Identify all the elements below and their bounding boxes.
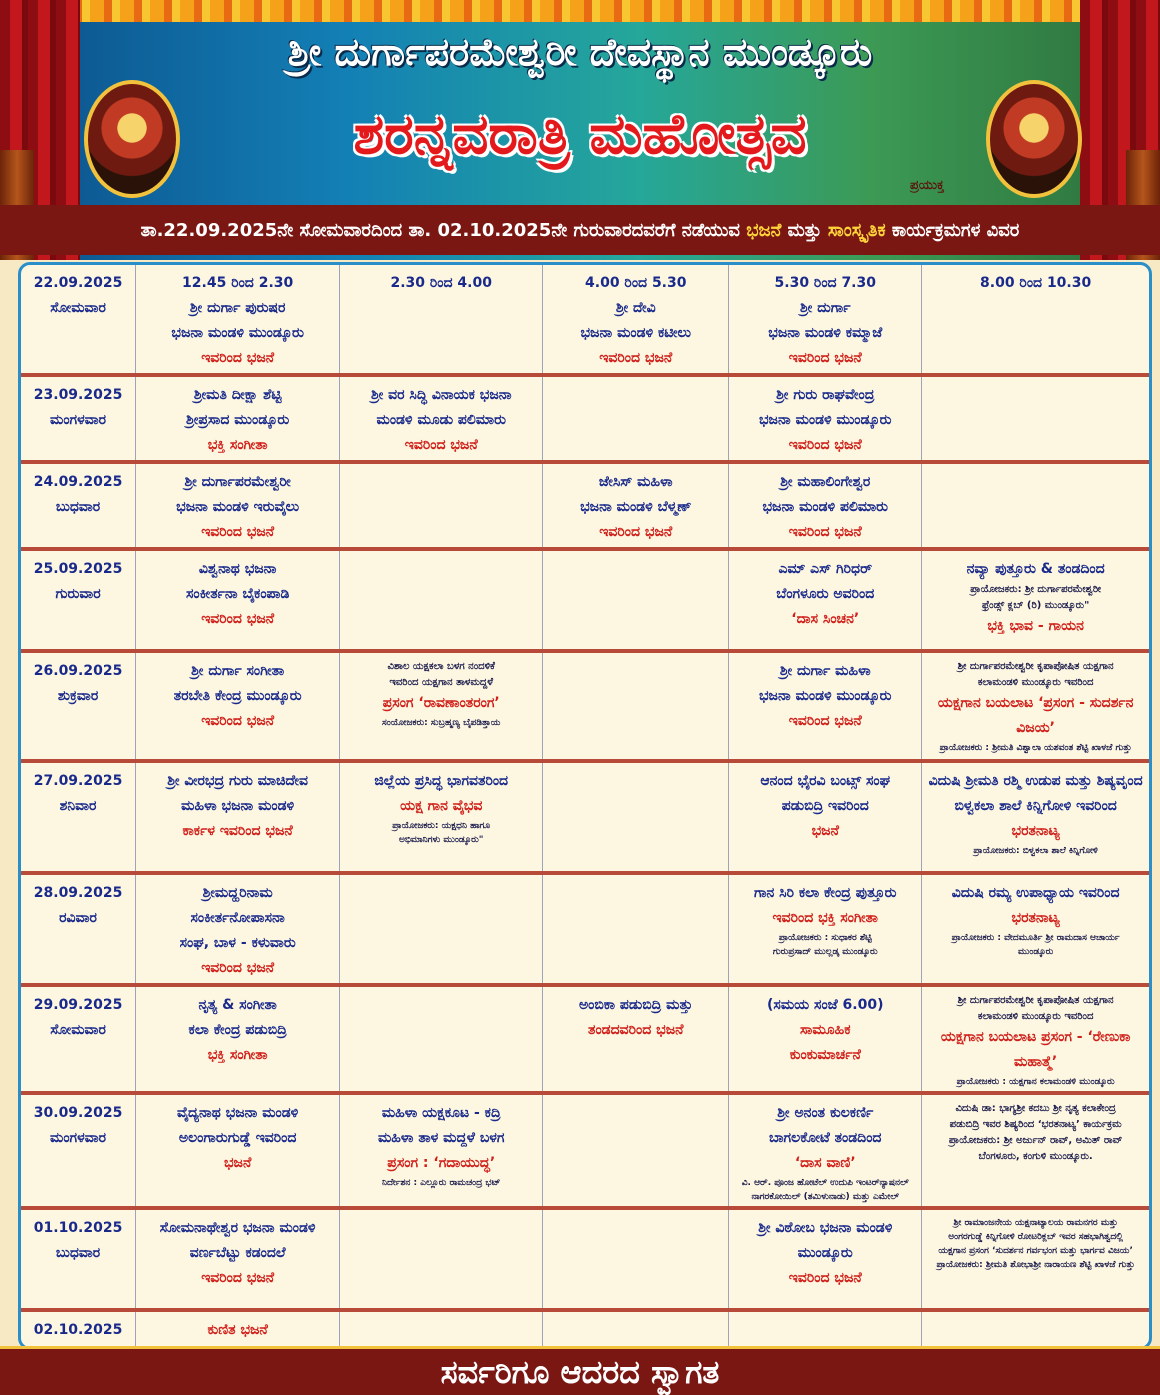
slot-cell [729, 873, 922, 985]
slot-cell [543, 375, 729, 462]
slot-line: ಪ್ರಾಯೋಜಕರು : ಸುಧಾಕರ ಶೆಟ್ಟಿ [778, 933, 872, 943]
date-text: 02.10.2025 [33, 1322, 123, 1338]
slot-line: ನಾಗರಕೋಯಿಲ್ (ತಮಿಳುನಾಡು) ಮತ್ತು ಎಮೇಲ್ [751, 1192, 899, 1202]
slot-highlight: ಇವರಿಂದ ಭಜನೆ [201, 960, 275, 976]
slot-line: ಬೆಂಗಳೂರು ಅವರಿಂದ [776, 586, 875, 602]
slot-line: ನಿರ್ದೇಶನ : ಎಲ್ಲೂರು ರಾಮಚಂದ್ರ ಭಟ್ [382, 1178, 501, 1188]
slot-highlight: ಯಕ್ಷಗಾನ ಬಯಲಾಟ ಪ್ರಸಂಗ - ‘ರೇಣುಕಾ ಮಹಾತ್ಮೆ’ [940, 1029, 1131, 1070]
slot-cell [729, 375, 922, 462]
date-text: 26.09.2025 [33, 663, 123, 679]
day-text: ಬುಧವಾರ [55, 1245, 101, 1261]
slot-line: ಸಂಯೋಜಕರು: ಸುಬ್ರಹ್ಮಣ್ಯ ಬೈಪಡಿತ್ತಾಯ [382, 718, 501, 728]
table-row [21, 462, 1149, 549]
slot-highlight: ‘ದಾಸ ವಾಣಿ’ [794, 1155, 856, 1171]
slot-line: ಅಲಂಗಾರುಗುಡ್ಡೆ ಇವರಿಂದ [178, 1130, 297, 1146]
slot-line: ಶ್ರೀ ದುರ್ಗಾ ಸಂಗೀತಾ [191, 663, 285, 679]
table-row [21, 265, 1149, 375]
slot-line: ಶ್ರೀ ವೀರಭದ್ರ ಗುರು ಮಾಚಿದೇವ [167, 773, 309, 789]
slot-line: ಪಡುಬಿದ್ರಿ ಇವರಿಂದ [781, 798, 869, 814]
day-text: ಮಂಗಳವಾರ [50, 412, 107, 428]
subtitle-highlight-bhajane: ಭಜನೆ [746, 219, 782, 241]
slot-line: ಅಭಿಮಾನಿಗಳು ಮುಂಡ್ಕೂರು" [398, 835, 484, 845]
flower-garland [0, 0, 1160, 22]
slot-line: ಭಜನಾ ಮಂಡಳಿ ಪಲಿಮಾರು [762, 499, 889, 515]
day-text: ಸೋಮವಾರ [50, 1022, 106, 1038]
slot-line: ಮಹಿಳಾ ಯಕ್ಷಕೂಟ - ಕದ್ರಿ [381, 1105, 501, 1121]
date-text: 23.09.2025 [33, 387, 123, 403]
slot-line: ಅಂಬಿಕಾ ಪಡುಬಿದ್ರಿ ಮತ್ತು [578, 997, 693, 1013]
slot-line: ನವ್ಯಾ ಪುತ್ತೂರು & ತಂಡದಿಂದ [966, 561, 1105, 577]
slot-line: ಭಜನಾ ಮಂಡಳಿ ಮುಂಡ್ಕೂರು [759, 412, 892, 428]
slot-line: ಫ್ರೆಂಡ್ಸ್ ಕ್ಲಬ್ (ರಿ) ಮುಂಡ್ಕೂರು" [981, 600, 1090, 611]
slot-cell [729, 761, 922, 873]
day-text: ಶನಿವಾರ [59, 798, 97, 814]
slot-line: ಗಾನ ಸಿರಿ ಕಲಾ ಕೇಂದ್ರ ಪುತ್ತೂರು [754, 885, 897, 901]
day-text: ಸೋಮವಾರ [50, 300, 106, 316]
slot-line: ಶ್ರೀ ಅನಂತ ಕುಲಕರ್ಣಿ [777, 1105, 874, 1121]
slot-cell [136, 985, 340, 1093]
table-row [21, 549, 1149, 651]
slot-line: ಕಲಾ ಕೇಂದ್ರ ಪಡುಬಿದ್ರಿ [188, 1022, 287, 1038]
festival-suffix: ಪ್ರಯುಕ್ತ [910, 178, 944, 193]
slot-line: ಪ್ರಾಯೋಜಕರು : ಶ್ರೀಮತಿ ವಿಶ್ವಾಲಾ ಯಶವಂತ ಶೆಟ್ಟಿ ಖಾಳಜೆ ಗುತ್ತು [939, 743, 1132, 753]
slot-highlight: ತಂಡದವರಿಂದ ಭಜನೆ [588, 1022, 684, 1038]
welcome-footer [0, 1346, 1160, 1395]
slot-cell [340, 873, 543, 985]
slot-line: ಬೆಂಗಳೂರು, ಕಂಗುಳಿ ಮುಂಡ್ಕೂರು. [978, 1151, 1093, 1162]
slot-line: ಸಂಘ, ಬಾಳ - ಕಳುವಾರು [179, 935, 296, 951]
slot-cell [136, 549, 340, 651]
slot-line: ವಿದುಷಿ ಶ್ರೀಮತಿ ರಶ್ಮಿ ಉಡುಪ ಮತ್ತು ಶಿಷ್ಯವೃಂದ [928, 773, 1143, 789]
subtitle-highlight-cultural: ಸಾಂಸ್ಕೃತಿಕ [827, 219, 886, 241]
slot-line: ಶ್ರೀ ಮಹಾಲಿಂಗೇಶ್ವರ [780, 474, 871, 490]
slot-cell [136, 1208, 340, 1310]
slot-cell [543, 651, 729, 761]
slot-highlight: ಕುಣಿತ ಭಜನೆ [207, 1322, 268, 1338]
date-cell [21, 549, 136, 651]
slot-cell [729, 1208, 922, 1310]
slot-line: 12.45 ರಿಂದ 2.30 [182, 275, 294, 291]
slot-line: 5.30 ರಿಂದ 7.30 [774, 275, 876, 291]
slot-cell [729, 462, 922, 549]
table-row [21, 1093, 1149, 1208]
slot-line: ಶ್ರೀ ವಿಠೋಬ ಭಜನಾ ಮಂಡಳಿ [758, 1220, 893, 1236]
slot-line: ಸಾಮೂಹಿಕ [799, 1022, 851, 1038]
slot-line: ಪಡುಬಿದ್ರಿ ಇವರ ಶಿಷ್ಯರಿಂದ ‘ಭರತನಾಟ್ಯ’ ಕಾರ್ಯಕ್ರಮ [949, 1119, 1122, 1130]
date-text: 27.09.2025 [33, 773, 123, 789]
slot-highlight: ಇವರಿಂದ ಭಜನೆ [788, 350, 862, 366]
slot-line: ವೈದ್ಯನಾಥ ಭಜನಾ ಮಂಡಳಿ [177, 1105, 299, 1121]
subtitle-text: ಮತ್ತು [781, 219, 828, 241]
date-text: 01.10.2025 [33, 1220, 123, 1236]
date-cell [21, 985, 136, 1093]
slot-line: ವಿದುಷಿ ಡಾ: ಭಾಗ್ಯಶ್ರೀ ಕದಬು ಶ್ರೀ ನೃತ್ಯ ಕಲಾಕೇಂದ್ರ [955, 1103, 1116, 1114]
slot-line: ಶ್ರೀ ದುರ್ಗಾ ಪುರುಷರ [189, 300, 286, 316]
slot-line: ಜಿಲ್ಲೆಯ ಪ್ರಸಿದ್ಧ ಭಾಗವತರಿಂದ [374, 773, 509, 789]
slot-line: ಮಹಿಳಾ ಭಜನಾ ಮಂಡಳಿ [181, 798, 295, 814]
festival-name: ಶರನ್ನವರಾತ್ರಿ ಮಹೋತ್ಸವ [353, 102, 807, 167]
slot-cell [543, 985, 729, 1093]
slot-cell [136, 1093, 340, 1208]
schedule-board [18, 262, 1152, 1350]
slot-line: ಅಂಗರಗುಡ್ಡೆ ಕಿನ್ನಿಗೋಳಿ ರೋಟರಿಕ್ಲಬ್ ಇವರ ಸಹಭಾಗಿತ್ವದಲ್ಲಿ [948, 1232, 1123, 1242]
slot-highlight: ಇವರಿಂದ ಭಜನೆ [788, 713, 862, 729]
slot-cell [340, 265, 543, 375]
slot-line: ಭಜನಾ ಮಂಡಳಿ ಕಟೀಲು [580, 325, 692, 341]
slot-line: ಭಜನಾ ಮಂಡಳಿ ಇರುವೈಲು [176, 499, 300, 515]
slot-line: ವಿದುಷಿ ರಮ್ಯ ಉಪಾಧ್ಯಾಯ ಇವರಿಂದ [951, 885, 1120, 901]
slot-line: (ಸಮಯ ಸಂಜೆ 6.00) [767, 997, 884, 1013]
slot-cell [340, 1208, 543, 1310]
slot-line: ತರಬೇತಿ ಕೇಂದ್ರ ಮುಂಡ್ಕೂರು [173, 688, 302, 704]
subtitle-text: ತಾ.22.09.2025ನೇ ಸೋಮವಾರದಿಂದ ತಾ. 02.10.2025ನೇ ಗುರುವಾರದವರೆಗೆ ನಡೆಯುವ [140, 219, 747, 241]
welcome-text: ಸರ್ವರಿಗೂ ಆದರದ ಸ್ವಾಗತ [440, 1352, 720, 1391]
slot-cell [922, 651, 1149, 761]
slot-line: ಕುಂಕುಮಾರ್ಚನೆ [789, 1047, 861, 1063]
date-cell [21, 462, 136, 549]
slot-line: ಎಮ್ ಎಸ್ ಗಿರಿಧರ್ [778, 561, 873, 577]
slot-cell [729, 265, 922, 375]
slot-cell [136, 375, 340, 462]
slot-line: ಮಹಿಳಾ ತಾಳ ಮದ್ದಳೆ ಬಳಗ [377, 1130, 505, 1146]
slot-line: ಶ್ರೀಮತಿ ದೀಕ್ಷಾ ಶೆಟ್ಟಿ [193, 387, 282, 403]
slot-line: ಭಜನಾ ಮಂಡಳಿ ಮುಂಡ್ಕೂರು [759, 688, 892, 704]
slot-cell [340, 651, 543, 761]
slot-cell [543, 549, 729, 651]
schedule-subtitle [0, 205, 1160, 255]
slot-line: ಶ್ರೀ ದೇವಿ [615, 300, 656, 316]
slot-highlight: ಯಕ್ಷ ಗಾನ ವೈಭವ [400, 798, 483, 814]
slot-line: ಬಾಗಲಕೋಟೆ ತಂಡದಿಂದ [769, 1130, 882, 1146]
slot-line: ಶ್ರೀ ದುರ್ಗಾ [800, 300, 851, 316]
slot-line: ಶ್ರೀ ದುರ್ಗಾಪರಮೇಶ್ವರೀ ಕೃಪಾಪೋಷಿತ ಯಕ್ಷಗಾನ [957, 995, 1114, 1006]
date-cell [21, 761, 136, 873]
slot-cell [729, 651, 922, 761]
slot-cell [136, 651, 340, 761]
slot-cell [922, 375, 1149, 462]
date-cell [21, 873, 136, 985]
slot-highlight: ಭಕ್ತಿ ಸಂಗೀತಾ [207, 1047, 268, 1063]
header-banner [0, 0, 1160, 260]
date-cell [21, 265, 136, 375]
slot-highlight: ಭಕ್ತಿ ಸಂಗೀತಾ [207, 437, 268, 453]
slot-line: ವಿಶ್ವನಾಥ ಭಜನಾ [198, 561, 277, 577]
slot-cell [136, 761, 340, 873]
slot-cell [340, 462, 543, 549]
slot-highlight: ಇವರಿಂದ ಭಜನೆ [201, 1270, 275, 1286]
slot-highlight: ಇವರಿಂದ ಭಜನೆ [788, 437, 862, 453]
slot-line: ಕಲಾಮಂಡಳಿ ಮುಂಡ್ಕೂರು ಇವರಿಂದ [977, 1011, 1094, 1022]
slot-cell [340, 549, 543, 651]
slot-highlight: ಇವರಿಂದ ಭಜನೆ [201, 611, 275, 627]
slot-line: ಶ್ರೀ ದುರ್ಗಾ ಮಹಿಳಾ [779, 663, 871, 679]
table-row [21, 873, 1149, 985]
slot-line: ಶ್ರೀ ದುರ್ಗಾಪರಮೇಶ್ವರೀ [184, 474, 291, 490]
slot-line: ಶ್ರೀಪ್ರಸಾದ ಮುಂಡ್ಕೂರು [186, 412, 290, 428]
slot-cell [543, 761, 729, 873]
slot-cell [729, 1093, 922, 1208]
slot-highlight: ಇವರಿಂದ ಭಜನೆ [788, 1270, 862, 1286]
slot-line: ಪ್ರಾಯೋಜಕರು: ಶ್ರೀಮತಿ ಶೋಭಾಶ್ರೀ ನಾರಾಯಣ ಶೆಟ್ಟಿ ಖಾಳಜೆ ಗುತ್ತು [936, 1260, 1135, 1270]
slot-cell [922, 265, 1149, 375]
slot-line: ಭಜನಾ ಮಂಡಳಿ ಬೆಳ್ಮಣ್ [580, 499, 692, 515]
slot-line: ಮುಂಡ್ಕೂರು [1017, 947, 1054, 957]
slot-highlight: ಇವರಿಂದ ಭಜನೆ [201, 524, 275, 540]
slot-line: ಕಲಾಮಂಡಳಿ ಮುಂಡ್ಕೂರು ಇವರಿಂದ [977, 677, 1094, 688]
slot-highlight: ಪ್ರಸಂಗ : ‘ಗದಾಯುದ್ಧ’ [387, 1155, 496, 1171]
slot-line: ಯಕ್ಷಗಾನ ಪ್ರಸಂಗ ‘ಸುದರ್ಶನ ಗರ್ವಭಂಗ ಮತ್ತು ಭಾರ್ಗವ ವಿಜಯ’ [938, 1246, 1133, 1256]
slot-line: 4.00 ರಿಂದ 5.30 [585, 275, 687, 291]
slot-line: ಬಿಳ್ವಕಲಾ ಶಾಲೆ ಕಿನ್ನಿಗೋಳಿ ಇವರಿಂದ [954, 798, 1117, 814]
date-cell [21, 1093, 136, 1208]
table-row [21, 985, 1149, 1093]
slot-line: ಮಂಡಳಿ ಮೂಡು ಪಲಿಮಾರು [376, 412, 506, 428]
slot-line: ಸಂಕೀರ್ತನೋಪಾಸನಾ [190, 910, 285, 926]
slot-line: ಸೋಮನಾಥೇಶ್ವರ ಭಜನಾ ಮಂಡಳಿ [159, 1220, 316, 1236]
slot-highlight: ಇವರಿಂದ ಭಜನೆ [788, 524, 862, 540]
slot-line: ಪ್ರಾಯೋಜಕರು: ಬಿಳ್ವಕಲಾ ಶಾಲೆ ಕಿನ್ನಿಗೋಳಿ [973, 846, 1098, 856]
date-text: 24.09.2025 [33, 474, 123, 490]
date-cell [21, 651, 136, 761]
slot-cell [543, 1093, 729, 1208]
slot-cell [922, 985, 1149, 1093]
slot-line: ಭಜನಾ ಮಂಡಳಿ ಕಮ್ಮಾಜೆ [768, 325, 883, 341]
slot-highlight: ಇವರಿಂದ ಭಜನೆ [201, 713, 275, 729]
slot-line: ಪ್ರಾಯೋಜಕರು: ಶ್ರೀ ದುರ್ಗಾಪರಮೇಶ್ವರೀ [970, 584, 1102, 595]
slot-line: ಶ್ರೀ ವರ ಸಿದ್ಧಿ ವಿನಾಯಕ ಭಜನಾ [370, 387, 512, 403]
slot-line: ಪ್ರಾಯೋಜಕರು: ಶ್ರೀ ಅರ್ಜುನ್ ರಾವ್, ಅಮಿತ್ ರಾವ್ [948, 1135, 1123, 1146]
slot-highlight: ಯಕ್ಷಗಾನ ಬಯಲಾಟ ‘ಪ್ರಸಂಗ - ಸುದರ್ಶನ ವಿಜಯ’ [937, 695, 1134, 736]
slot-highlight: ಭರತನಾಟ್ಯ [1011, 823, 1060, 839]
slot-highlight: ಕಾರ್ಕಳ ಇವರಿಂದ ಭಜನೆ [182, 823, 293, 839]
slot-line: ಶ್ರೀಮದ್ಹರಿನಾಮ [202, 885, 273, 901]
slot-line: 8.00 ರಿಂದ 10.30 [980, 275, 1092, 291]
slot-highlight: ಇವರಿಂದ ಭಜನೆ [599, 524, 673, 540]
slot-line: ಪ್ರಾಯೋಜಕರು : ವೇದಮೂರ್ತಿ ಶ್ರೀ ರಾಮದಾಸ ಆಚಾರ್ಯ [951, 933, 1120, 943]
subtitle-text: ಕಾರ್ಯಕ್ರಮಗಳ ವಿವರ [885, 219, 1020, 241]
slot-highlight: ಇವರಿಂದ ಭಜನೆ [201, 350, 275, 366]
slot-cell [922, 549, 1149, 651]
slot-highlight: ‘ದಾಸ ಸಿಂಚನ’ [791, 611, 860, 627]
slot-line: ಪ್ರಾಯೋಜಕರು : ಯಕ್ಷಗಾನ ಕಲಾಮಂಡಳಿ ಮುಂಡ್ಕೂರು [956, 1077, 1115, 1087]
slot-line: ಸಂಕೀರ್ತನಾ ಬೈಕಂಪಾಡಿ [185, 586, 290, 602]
slot-line: ಭಜನಾ ಮಂಡಳಿ ಮುಂಡ್ಕೂರು [171, 325, 304, 341]
slot-cell [922, 462, 1149, 549]
slot-line: 2.30 ರಿಂದ 4.00 [390, 275, 492, 291]
slot-cell [136, 265, 340, 375]
slot-cell [922, 1208, 1149, 1310]
slot-highlight: ಪ್ರಸಂಗ ‘ರಾವಣಾಂತರಂಗ’ [382, 695, 500, 711]
slot-line: ಶ್ರೀ ದುರ್ಗಾಪರಮೇಶ್ವರೀ ಕೃಪಾಪೋಷಿತ ಯಕ್ಷಗಾನ [957, 661, 1114, 672]
slot-cell [340, 375, 543, 462]
date-text: 22.09.2025 [33, 275, 123, 291]
slot-cell [543, 873, 729, 985]
date-text: 25.09.2025 [33, 561, 123, 577]
date-text: 28.09.2025 [33, 885, 123, 901]
table-row [21, 1208, 1149, 1310]
slot-cell [729, 549, 922, 651]
slot-line: ವಿಶಾಲ ಯಕ್ಷಕಲಾ ಬಳಗ ನಂದಳಿಕೆ [387, 661, 495, 672]
slot-highlight: ಇವರಿಂದ ಭಕ್ತಿ ಸಂಗೀತಾ [772, 910, 878, 926]
slot-cell [543, 462, 729, 549]
date-text: 29.09.2025 [33, 997, 123, 1013]
slot-cell [340, 985, 543, 1093]
slot-line: ವರ್ಣಬೆಟ್ಟು ಕಡಂದಲೆ [189, 1245, 286, 1261]
slot-highlight: ಭಜನೆ [811, 823, 839, 839]
date-text: 30.09.2025 [33, 1105, 123, 1121]
slot-highlight: ಭಕ್ತಿ ಭಾವ - ಗಾಯನ [987, 618, 1084, 634]
slot-line: ಇವರಿಂದ ಯಕ್ಷಗಾನ ತಾಳಮದ್ದಳೆ [389, 677, 494, 688]
slot-cell [922, 761, 1149, 873]
slot-line: ಶ್ರೀ ರಾಮಾಂಜನೇಯ ಯಕ್ಷನಾಟ್ಯಾಲಯ ರಾಮನಗರ ಮತ್ತು [953, 1218, 1118, 1228]
day-text: ಮಂಗಳವಾರ [50, 1130, 107, 1146]
day-text: ಗುರುವಾರ [55, 586, 101, 602]
slot-line: ಮುಂಡ್ಕೂರು [797, 1245, 853, 1261]
slot-line: ನೃತ್ಯ & ಸಂಗೀತಾ [198, 997, 277, 1013]
slot-highlight: ಇವರಿಂದ ಭಜನೆ [599, 350, 673, 366]
slot-line: ವಿ. ಆರ್. ಪೂಂಜ ಹೋಟೆಲ್ ಉದುಪಿ ಇಂಟರ್‌ನ್ಯಾಷನಲ್ [741, 1178, 909, 1188]
table-row [21, 761, 1149, 873]
date-cell [21, 1208, 136, 1310]
slot-cell [922, 873, 1149, 985]
slot-cell [136, 873, 340, 985]
slot-cell [340, 1093, 543, 1208]
schedule-table [21, 265, 1149, 1370]
slot-highlight: ಭಜನೆ [223, 1155, 252, 1171]
slot-cell [543, 265, 729, 375]
slot-line: ಜೇಸಿಸ್ ಮಹಿಳಾ [598, 474, 673, 490]
slot-cell [922, 1093, 1149, 1208]
slot-cell [340, 761, 543, 873]
slot-line: ಗುರುಪ್ರಸಾದ್ ಮುಲ್ಲಡ್ಕ ಮುಂಡ್ಕೂರು [772, 947, 878, 957]
slot-line: ಆನಂದ ಭೈರವಿ ಬಂಟ್ಸ್ ಸಂಘ [760, 773, 891, 789]
temple-name: ಶ್ರೀ ದುರ್ಗಾಪರಮೇಶ್ವರೀ ದೇವಸ್ಥಾನ ಮುಂಡ್ಕೂರು [287, 30, 873, 74]
slot-cell [543, 1208, 729, 1310]
slot-highlight: ಇವರಿಂದ ಭಜನೆ [404, 437, 478, 453]
slot-cell [729, 985, 922, 1093]
date-cell [21, 375, 136, 462]
day-text: ಶುಕ್ರವಾರ [57, 688, 99, 704]
table-row [21, 651, 1149, 761]
slot-highlight: ಭರತನಾಟ್ಯ [1011, 910, 1060, 926]
day-text: ಬುಧವಾರ [55, 499, 101, 515]
table-row [21, 375, 1149, 462]
slot-cell [136, 462, 340, 549]
slot-line: ಶ್ರೀ ಗುರು ರಾಘವೇಂದ್ರ [776, 387, 875, 403]
day-text: ರವಿವಾರ [59, 910, 97, 926]
slot-line: ಪ್ರಾಯೋಜಕರು: ಯಕ್ಷಧನಿ ಹಾಗೂ [392, 821, 491, 831]
